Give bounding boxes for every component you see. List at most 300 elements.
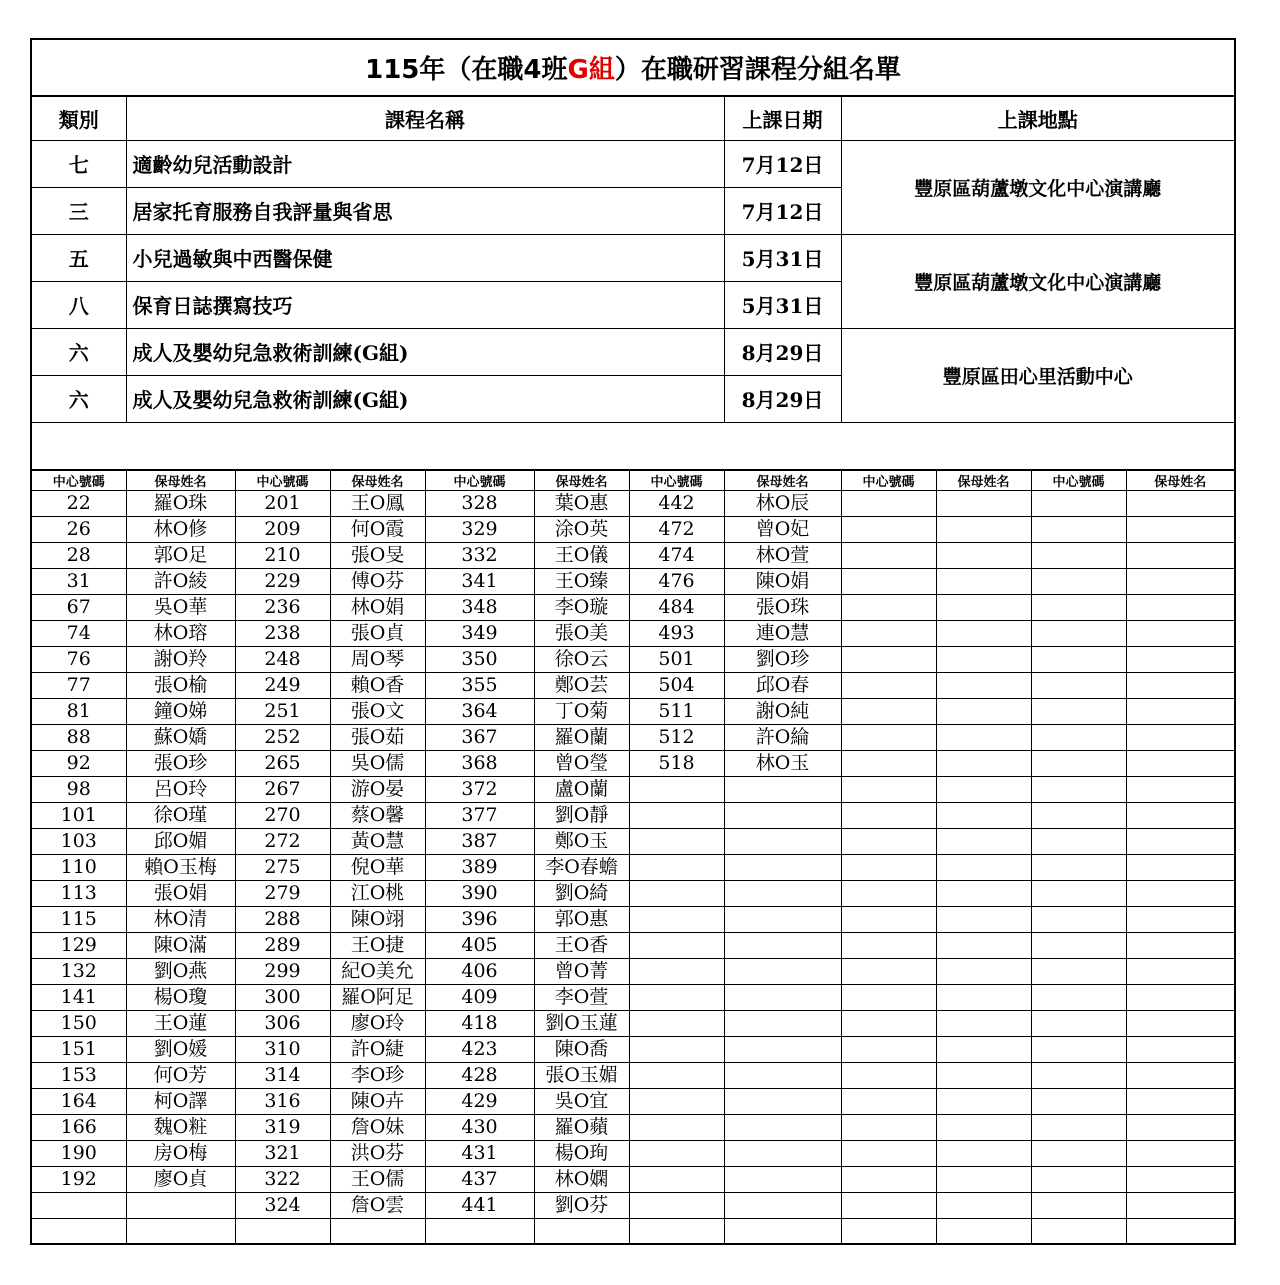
caregiver-name-cell: 許O緁 [330, 1036, 425, 1062]
center-number-cell: 92 [32, 750, 126, 776]
center-number-cell: 350 [425, 646, 534, 672]
center-number-cell [841, 594, 936, 620]
center-number-cell [629, 906, 724, 932]
caregiver-name-cell [1126, 1140, 1234, 1166]
center-number-cell: 501 [629, 646, 724, 672]
center-number-cell: 472 [629, 516, 724, 542]
caregiver-name-cell: 張O文 [330, 698, 425, 724]
roster-row [32, 828, 1234, 854]
caregiver-name-cell [724, 1114, 841, 1140]
center-number-cell: 132 [32, 958, 126, 984]
center-number-cell: 76 [32, 646, 126, 672]
caregiver-name-cell [936, 1036, 1031, 1062]
center-number-cell: 349 [425, 620, 534, 646]
roster-header-center-number: 中心號碼 [841, 470, 936, 490]
caregiver-name-cell: 王O蓮 [126, 1010, 235, 1036]
center-number-cell [1031, 594, 1126, 620]
caregiver-name-cell [936, 542, 1031, 568]
roster-row [32, 1036, 1234, 1062]
caregiver-name-cell [936, 490, 1031, 516]
caregiver-name-cell [330, 1218, 425, 1243]
caregiver-name-cell [936, 750, 1031, 776]
caregiver-name-cell: 劉O綺 [534, 880, 629, 906]
course-row [32, 328, 1234, 375]
roster-row [32, 1114, 1234, 1140]
center-number-cell [1031, 620, 1126, 646]
roster-header-caregiver-name: 保母姓名 [936, 470, 1031, 490]
center-number-cell: 103 [32, 828, 126, 854]
caregiver-name-cell [936, 854, 1031, 880]
roster-header-center-number: 中心號碼 [1031, 470, 1126, 490]
caregiver-name-cell: 張O榆 [126, 672, 235, 698]
caregiver-name-cell: 李O春蟾 [534, 854, 629, 880]
center-number-cell [841, 854, 936, 880]
center-number-cell [1031, 646, 1126, 672]
center-number-cell: 192 [32, 1166, 126, 1192]
course-name: 小兒過敏與中西醫保健 [126, 234, 724, 281]
caregiver-name-cell: 賴O香 [330, 672, 425, 698]
caregiver-name-cell [1126, 672, 1234, 698]
center-number-cell [1031, 906, 1126, 932]
roster-row [32, 906, 1234, 932]
roster-sheet [30, 38, 1236, 1245]
caregiver-name-cell: 蘇O嬌 [126, 724, 235, 750]
center-number-cell [841, 828, 936, 854]
caregiver-name-cell [1126, 594, 1234, 620]
course-name: 成人及嬰幼兒急救術訓練(G組) [126, 375, 724, 422]
center-number-cell: 429 [425, 1088, 534, 1114]
caregiver-name-cell [1126, 646, 1234, 672]
header-location: 上課地點 [841, 96, 1234, 140]
caregiver-name-cell: 羅O蘭 [534, 724, 629, 750]
caregiver-name-cell: 劉O珍 [724, 646, 841, 672]
center-number-cell: 249 [235, 672, 330, 698]
caregiver-name-cell: 魏O粧 [126, 1114, 235, 1140]
caregiver-name-cell: 陳O喬 [534, 1036, 629, 1062]
caregiver-name-cell [1126, 880, 1234, 906]
center-number-cell [1031, 1166, 1126, 1192]
center-number-cell [841, 490, 936, 516]
caregiver-name-cell [936, 1140, 1031, 1166]
roster-row [32, 1192, 1234, 1218]
course-date: 7月12日 [724, 140, 841, 187]
center-number-cell: 153 [32, 1062, 126, 1088]
course-name: 保育日誌撰寫技巧 [126, 281, 724, 328]
header-date: 上課日期 [724, 96, 841, 140]
center-number-cell: 229 [235, 568, 330, 594]
caregiver-name-cell [936, 932, 1031, 958]
caregiver-name-cell: 吳O宜 [534, 1088, 629, 1114]
center-number-cell: 512 [629, 724, 724, 750]
center-number-cell: 22 [32, 490, 126, 516]
caregiver-name-cell [724, 828, 841, 854]
caregiver-name-cell: 周O琴 [330, 646, 425, 672]
caregiver-name-cell [724, 1010, 841, 1036]
caregiver-name-cell [936, 516, 1031, 542]
center-number-cell: 348 [425, 594, 534, 620]
center-number-cell: 431 [425, 1140, 534, 1166]
caregiver-name-cell [1126, 724, 1234, 750]
center-number-cell: 310 [235, 1036, 330, 1062]
roster-header-center-number: 中心號碼 [629, 470, 724, 490]
caregiver-name-cell [1126, 1166, 1234, 1192]
caregiver-name-cell: 葉O惠 [534, 490, 629, 516]
caregiver-name-cell [1126, 802, 1234, 828]
caregiver-name-cell [1126, 750, 1234, 776]
caregiver-name-cell: 廖O玲 [330, 1010, 425, 1036]
caregiver-name-cell: 王O臻 [534, 568, 629, 594]
caregiver-name-cell [936, 776, 1031, 802]
caregiver-name-cell [126, 1218, 235, 1243]
roster-header-center-number: 中心號碼 [235, 470, 330, 490]
caregiver-name-cell [1126, 620, 1234, 646]
caregiver-name-cell [936, 646, 1031, 672]
roster-row [32, 698, 1234, 724]
roster-row [32, 802, 1234, 828]
center-number-cell [841, 724, 936, 750]
center-number-cell [841, 698, 936, 724]
caregiver-name-cell: 劉O靜 [534, 802, 629, 828]
center-number-cell [1031, 854, 1126, 880]
course-row [32, 234, 1234, 281]
caregiver-name-cell [1126, 1114, 1234, 1140]
caregiver-name-cell: 游O晏 [330, 776, 425, 802]
center-number-cell: 270 [235, 802, 330, 828]
roster-header-caregiver-name: 保母姓名 [1126, 470, 1234, 490]
center-number-cell [629, 828, 724, 854]
caregiver-name-cell: 劉O玉蓮 [534, 1010, 629, 1036]
caregiver-name-cell [936, 802, 1031, 828]
caregiver-name-cell: 許O綾 [126, 568, 235, 594]
center-number-cell: 28 [32, 542, 126, 568]
center-number-cell: 306 [235, 1010, 330, 1036]
center-number-cell: 299 [235, 958, 330, 984]
center-number-cell [1031, 1218, 1126, 1243]
roster-row [32, 1062, 1234, 1088]
caregiver-name-cell: 鄭O玉 [534, 828, 629, 854]
center-number-cell: 248 [235, 646, 330, 672]
caregiver-name-cell: 劉O媛 [126, 1036, 235, 1062]
center-number-cell: 476 [629, 568, 724, 594]
center-number-cell [1031, 516, 1126, 542]
caregiver-name-cell: 王O鳳 [330, 490, 425, 516]
caregiver-name-cell: 羅O阿足 [330, 984, 425, 1010]
caregiver-name-cell [1126, 828, 1234, 854]
caregiver-name-cell [724, 906, 841, 932]
course-name: 居家托育服務自我評量與省思 [126, 187, 724, 234]
center-number-cell [841, 776, 936, 802]
caregiver-name-cell: 李O萱 [534, 984, 629, 1010]
center-number-cell [1031, 880, 1126, 906]
caregiver-name-cell: 郭O足 [126, 542, 235, 568]
center-number-cell: 484 [629, 594, 724, 620]
caregiver-name-cell: 張O玉媚 [534, 1062, 629, 1088]
center-number-cell [629, 1062, 724, 1088]
center-number-cell [32, 1192, 126, 1218]
center-number-cell: 372 [425, 776, 534, 802]
center-number-cell: 368 [425, 750, 534, 776]
caregiver-name-cell: 呂O玲 [126, 776, 235, 802]
center-number-cell [1031, 698, 1126, 724]
center-number-cell: 332 [425, 542, 534, 568]
center-number-cell [841, 1062, 936, 1088]
roster-row [32, 1218, 1234, 1243]
center-number-cell: 423 [425, 1036, 534, 1062]
center-number-cell: 110 [32, 854, 126, 880]
caregiver-name-cell [1126, 1036, 1234, 1062]
caregiver-name-cell [1126, 568, 1234, 594]
center-number-cell: 101 [32, 802, 126, 828]
center-number-cell [629, 984, 724, 1010]
center-number-cell [841, 932, 936, 958]
caregiver-name-cell [936, 1062, 1031, 1088]
roster-row [32, 516, 1234, 542]
caregiver-name-cell [936, 906, 1031, 932]
center-number-cell: 275 [235, 854, 330, 880]
caregiver-name-cell: 許O綸 [724, 724, 841, 750]
roster-row [32, 646, 1234, 672]
center-number-cell: 390 [425, 880, 534, 906]
center-number-cell: 437 [425, 1166, 534, 1192]
caregiver-name-cell [1126, 906, 1234, 932]
center-number-cell: 319 [235, 1114, 330, 1140]
caregiver-name-cell [1126, 958, 1234, 984]
center-number-cell [629, 1088, 724, 1114]
center-number-cell [841, 1192, 936, 1218]
center-number-cell: 272 [235, 828, 330, 854]
caregiver-name-cell [936, 984, 1031, 1010]
caregiver-name-cell [936, 594, 1031, 620]
center-number-cell: 238 [235, 620, 330, 646]
caregiver-name-cell: 王O香 [534, 932, 629, 958]
center-number-cell [629, 1192, 724, 1218]
roster-row [32, 594, 1234, 620]
center-number-cell: 493 [629, 620, 724, 646]
center-number-cell [1031, 802, 1126, 828]
center-number-cell [841, 1166, 936, 1192]
caregiver-name-cell [724, 776, 841, 802]
center-number-cell [1031, 750, 1126, 776]
roster-row [32, 568, 1234, 594]
caregiver-name-cell: 陳O卉 [330, 1088, 425, 1114]
caregiver-name-cell: 廖O貞 [126, 1166, 235, 1192]
caregiver-name-cell: 林O娟 [330, 594, 425, 620]
caregiver-name-cell: 陳O翊 [330, 906, 425, 932]
caregiver-name-cell: 何O芳 [126, 1062, 235, 1088]
caregiver-name-cell: 林O嫻 [534, 1166, 629, 1192]
caregiver-name-cell: 林O萱 [724, 542, 841, 568]
page-title [32, 40, 1234, 95]
caregiver-name-cell: 林O辰 [724, 490, 841, 516]
caregiver-name-cell: 羅O珠 [126, 490, 235, 516]
center-number-cell: 511 [629, 698, 724, 724]
center-number-cell: 265 [235, 750, 330, 776]
center-number-cell [629, 1036, 724, 1062]
center-number-cell: 442 [629, 490, 724, 516]
center-number-cell: 164 [32, 1088, 126, 1114]
roster-header-caregiver-name: 保母姓名 [330, 470, 425, 490]
center-number-cell: 74 [32, 620, 126, 646]
center-number-cell: 377 [425, 802, 534, 828]
center-number-cell [841, 958, 936, 984]
caregiver-name-cell: 曾O瑩 [534, 750, 629, 776]
center-number-cell: 406 [425, 958, 534, 984]
roster-row [32, 724, 1234, 750]
caregiver-name-cell: 李O珍 [330, 1062, 425, 1088]
center-number-cell [425, 1218, 534, 1243]
center-number-cell [1031, 1010, 1126, 1036]
course-header-row [32, 96, 1234, 140]
roster-row [32, 880, 1234, 906]
caregiver-name-cell: 謝O羚 [126, 646, 235, 672]
center-number-cell [841, 984, 936, 1010]
center-number-cell [629, 932, 724, 958]
center-number-cell [235, 1218, 330, 1243]
center-number-cell: 26 [32, 516, 126, 542]
roster-row [32, 984, 1234, 1010]
caregiver-name-cell: 鄭O芸 [534, 672, 629, 698]
center-number-cell: 367 [425, 724, 534, 750]
center-number-cell [629, 1140, 724, 1166]
center-number-cell: 355 [425, 672, 534, 698]
center-number-cell [841, 880, 936, 906]
center-number-cell [1031, 932, 1126, 958]
center-number-cell: 418 [425, 1010, 534, 1036]
roster-header-caregiver-name: 保母姓名 [126, 470, 235, 490]
center-number-cell: 441 [425, 1192, 534, 1218]
caregiver-name-cell: 傅O芬 [330, 568, 425, 594]
caregiver-name-cell: 吳O儒 [330, 750, 425, 776]
course-category: 六 [32, 328, 126, 375]
caregiver-name-cell [936, 698, 1031, 724]
caregiver-name-cell: 涂O英 [534, 516, 629, 542]
center-number-cell: 387 [425, 828, 534, 854]
caregiver-name-cell: 張O珍 [126, 750, 235, 776]
center-number-cell [841, 672, 936, 698]
course-row [32, 140, 1234, 187]
caregiver-name-cell: 賴O玉梅 [126, 854, 235, 880]
center-number-cell: 98 [32, 776, 126, 802]
center-number-cell: 151 [32, 1036, 126, 1062]
caregiver-name-cell [936, 828, 1031, 854]
caregiver-name-cell [936, 1114, 1031, 1140]
center-number-cell [629, 802, 724, 828]
center-number-cell: 150 [32, 1010, 126, 1036]
roster-header-caregiver-name: 保母姓名 [724, 470, 841, 490]
center-number-cell: 251 [235, 698, 330, 724]
caregiver-name-cell: 吳O華 [126, 594, 235, 620]
caregiver-name-cell: 洪O芬 [330, 1140, 425, 1166]
center-number-cell: 166 [32, 1114, 126, 1140]
caregiver-name-cell [1126, 1010, 1234, 1036]
caregiver-name-cell: 張O珠 [724, 594, 841, 620]
center-number-cell: 314 [235, 1062, 330, 1088]
course-category: 八 [32, 281, 126, 328]
caregiver-name-cell [724, 958, 841, 984]
caregiver-name-cell: 劉O芬 [534, 1192, 629, 1218]
course-location: 豐原區葫蘆墩文化中心演講廳 [841, 140, 1234, 234]
caregiver-name-cell [936, 672, 1031, 698]
roster-row [32, 1010, 1234, 1036]
caregiver-name-cell: 林O瑢 [126, 620, 235, 646]
caregiver-name-cell: 陳O滿 [126, 932, 235, 958]
roster-row [32, 1166, 1234, 1192]
caregiver-name-cell [724, 802, 841, 828]
caregiver-name-cell: 謝O純 [724, 698, 841, 724]
caregiver-name-cell [936, 1192, 1031, 1218]
center-number-cell: 341 [425, 568, 534, 594]
center-number-cell: 81 [32, 698, 126, 724]
center-number-cell [841, 620, 936, 646]
course-date: 5月31日 [724, 234, 841, 281]
center-number-cell: 201 [235, 490, 330, 516]
caregiver-name-cell [1126, 490, 1234, 516]
center-number-cell [1031, 1192, 1126, 1218]
caregiver-name-cell: 柯O譯 [126, 1088, 235, 1114]
center-number-cell: 364 [425, 698, 534, 724]
center-number-cell [1031, 724, 1126, 750]
caregiver-name-cell [724, 880, 841, 906]
caregiver-name-cell: 房O梅 [126, 1140, 235, 1166]
caregiver-name-cell: 邱O媚 [126, 828, 235, 854]
center-number-cell [1031, 1036, 1126, 1062]
center-number-cell [841, 906, 936, 932]
caregiver-name-cell: 陳O娟 [724, 568, 841, 594]
center-number-cell [1031, 1114, 1126, 1140]
center-number-cell: 31 [32, 568, 126, 594]
roster-row [32, 672, 1234, 698]
center-number-cell [841, 802, 936, 828]
center-number-cell [841, 516, 936, 542]
caregiver-name-cell: 倪O華 [330, 854, 425, 880]
caregiver-name-cell [936, 568, 1031, 594]
center-number-cell: 209 [235, 516, 330, 542]
center-number-cell [841, 568, 936, 594]
caregiver-name-cell: 林O玉 [724, 750, 841, 776]
caregiver-name-cell: 張O娟 [126, 880, 235, 906]
center-number-cell: 329 [425, 516, 534, 542]
caregiver-name-cell [936, 880, 1031, 906]
center-number-cell [1031, 490, 1126, 516]
course-name: 適齡幼兒活動設計 [126, 140, 724, 187]
center-number-cell: 409 [425, 984, 534, 1010]
center-number-cell: 113 [32, 880, 126, 906]
caregiver-name-cell: 丁O菊 [534, 698, 629, 724]
roster-row [32, 1088, 1234, 1114]
center-number-cell [841, 1114, 936, 1140]
center-number-cell [841, 1010, 936, 1036]
center-number-cell: 300 [235, 984, 330, 1010]
center-number-cell: 141 [32, 984, 126, 1010]
caregiver-name-cell: 張O旻 [330, 542, 425, 568]
caregiver-name-cell: 張O茹 [330, 724, 425, 750]
center-number-cell: 67 [32, 594, 126, 620]
course-date: 7月12日 [724, 187, 841, 234]
title-table [32, 40, 1234, 96]
center-number-cell [841, 750, 936, 776]
center-number-cell [1031, 1140, 1126, 1166]
section-spacer [32, 422, 1234, 469]
center-number-cell: 321 [235, 1140, 330, 1166]
course-table [32, 96, 1234, 470]
caregiver-name-cell [724, 932, 841, 958]
roster-row [32, 490, 1234, 516]
caregiver-name-cell [724, 1088, 841, 1114]
caregiver-name-cell [936, 1218, 1031, 1243]
center-number-cell [1031, 828, 1126, 854]
center-number-cell [1031, 542, 1126, 568]
center-number-cell [841, 542, 936, 568]
